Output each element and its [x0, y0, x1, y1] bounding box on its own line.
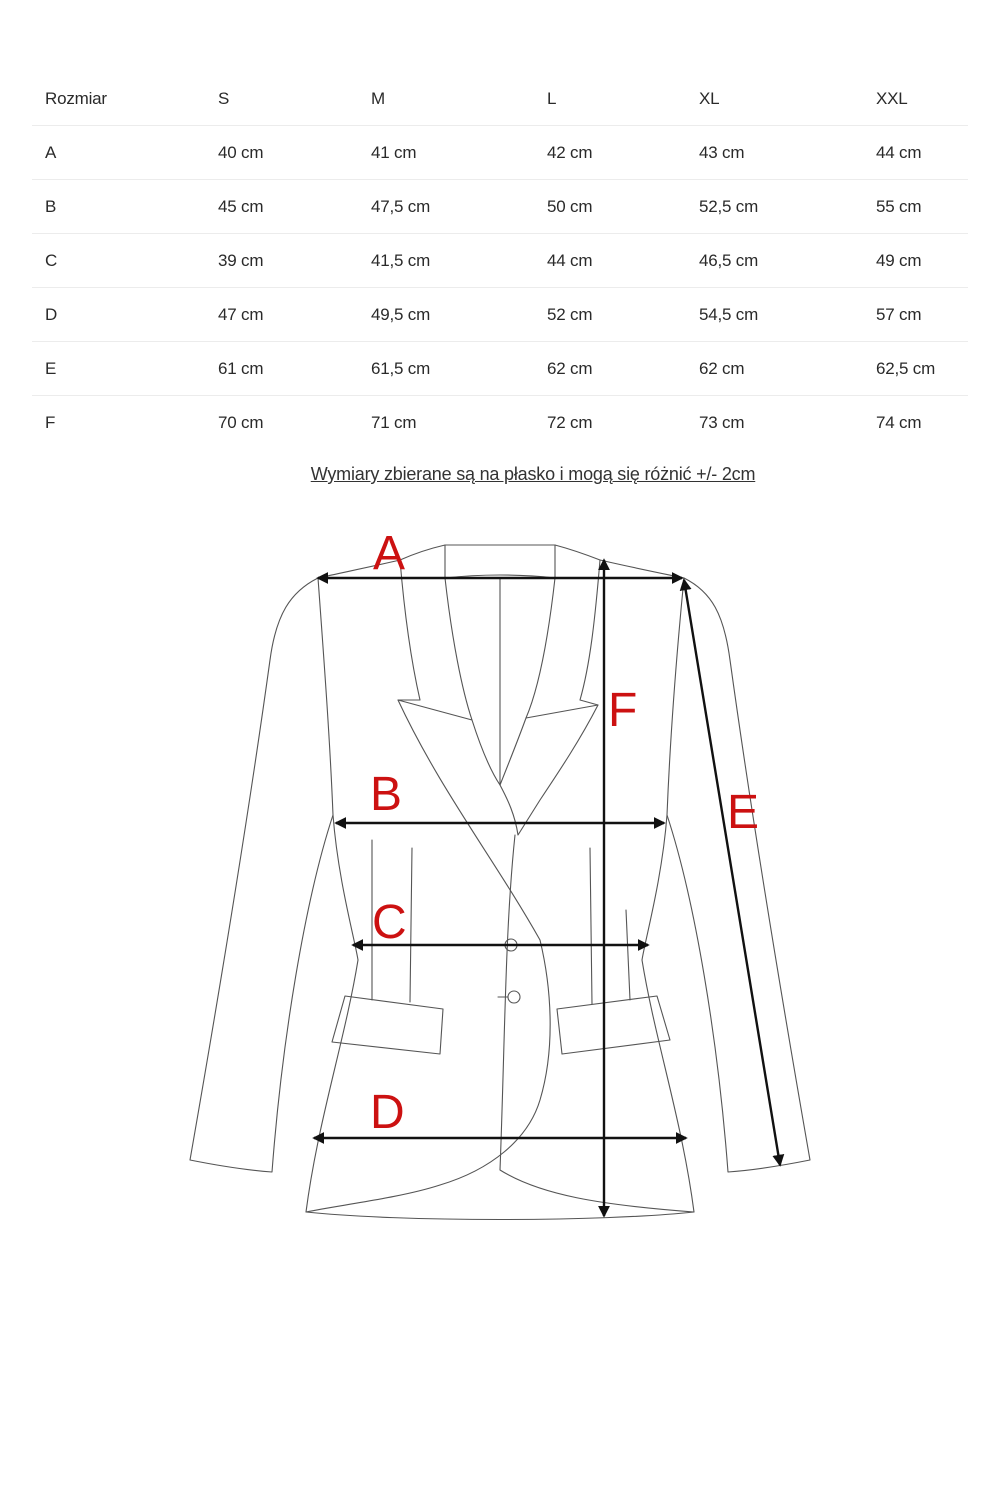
table-cell: C: [32, 234, 205, 288]
measurement-note: Wymiary zbierane są na płasko i mogą się różnić +/- 2cm: [310, 464, 756, 484]
table-header-row: [32, 72, 968, 126]
header-cell: XXL: [863, 72, 968, 126]
table-cell: 47 cm: [205, 288, 358, 342]
collar-band: [400, 545, 600, 560]
table-cell: 47,5 cm: [358, 180, 534, 234]
table-cell: 70 cm: [218, 412, 264, 432]
table-cell: 61,5 cm: [358, 342, 534, 396]
table-row: [32, 342, 968, 396]
table-row: [32, 396, 968, 450]
table-cell: 71 cm: [371, 412, 417, 432]
table-cell: 62,5 cm: [863, 342, 968, 396]
label-e: E: [727, 786, 760, 839]
label-a: A: [373, 527, 406, 580]
jacket-outline: [190, 545, 810, 1220]
table-row: [32, 288, 968, 342]
table-cell: 50 cm: [534, 180, 686, 234]
label-b: B: [370, 768, 403, 821]
table-cell: 43 cm: [686, 126, 863, 180]
table-cell: 74 cm: [876, 412, 922, 432]
header-cell: Rozmiar: [32, 72, 205, 126]
label-f: F: [608, 684, 638, 737]
table-cell: 57 cm: [863, 288, 968, 342]
table-cell: 62 cm: [534, 342, 686, 396]
jacket-diagram: [0, 500, 1000, 1260]
right-lapel: [526, 560, 600, 718]
label-d: D: [370, 1086, 405, 1139]
table-cell: 46,5 cm: [686, 234, 863, 288]
button-bottom: [508, 991, 520, 1003]
left-lapel: [398, 560, 472, 720]
left-lapel-roll: [472, 720, 500, 785]
table-cell: 40 cm: [205, 126, 358, 180]
left-front-edge: [306, 700, 550, 1212]
left-body-side: [306, 578, 358, 1212]
table-row: [32, 126, 968, 180]
table-row: [32, 234, 968, 288]
right-dart: [590, 848, 630, 1004]
right-pocket: [557, 996, 670, 1054]
table-cell: E: [32, 342, 205, 396]
label-c: C: [372, 896, 407, 949]
table-cell: 55 cm: [863, 180, 968, 234]
header-cell: L: [534, 72, 686, 126]
table-cell: 49,5 cm: [358, 288, 534, 342]
table-cell: 52,5 cm: [686, 180, 863, 234]
table-cell: F: [45, 412, 56, 432]
table-cell: 44 cm: [863, 126, 968, 180]
header-cell: M: [358, 72, 534, 126]
table-cell: B: [32, 180, 205, 234]
table-cell: 54,5 cm: [686, 288, 863, 342]
table-cell: A: [32, 126, 205, 180]
left-sleeve: [190, 578, 333, 1172]
left-pocket: [332, 996, 443, 1054]
table-cell: 39 cm: [205, 234, 358, 288]
header-cell: S: [205, 72, 358, 126]
right-body-side: [642, 578, 694, 1212]
table-cell: D: [32, 288, 205, 342]
right-lapel-roll: [500, 705, 598, 835]
right-shoulder: [600, 560, 684, 578]
collar-stand: [445, 545, 555, 578]
header-cell: XL: [686, 72, 863, 126]
right-sleeve: [667, 578, 810, 1172]
table-cell: 73 cm: [699, 412, 745, 432]
table-cell: 61 cm: [205, 342, 358, 396]
measure-e-arrow: [684, 580, 780, 1165]
table-cell: 72 cm: [547, 412, 593, 432]
table-cell: 41,5 cm: [358, 234, 534, 288]
size-table: [32, 72, 968, 449]
table-cell: 52 cm: [534, 288, 686, 342]
table-cell: 41 cm: [358, 126, 534, 180]
table-row: [32, 180, 968, 234]
table-cell: 45 cm: [205, 180, 358, 234]
hem: [306, 1212, 694, 1220]
table-cell: 62 cm: [686, 342, 863, 396]
table-cell: 44 cm: [534, 234, 686, 288]
table-cell: 42 cm: [534, 126, 686, 180]
table-cell: 49 cm: [863, 234, 968, 288]
